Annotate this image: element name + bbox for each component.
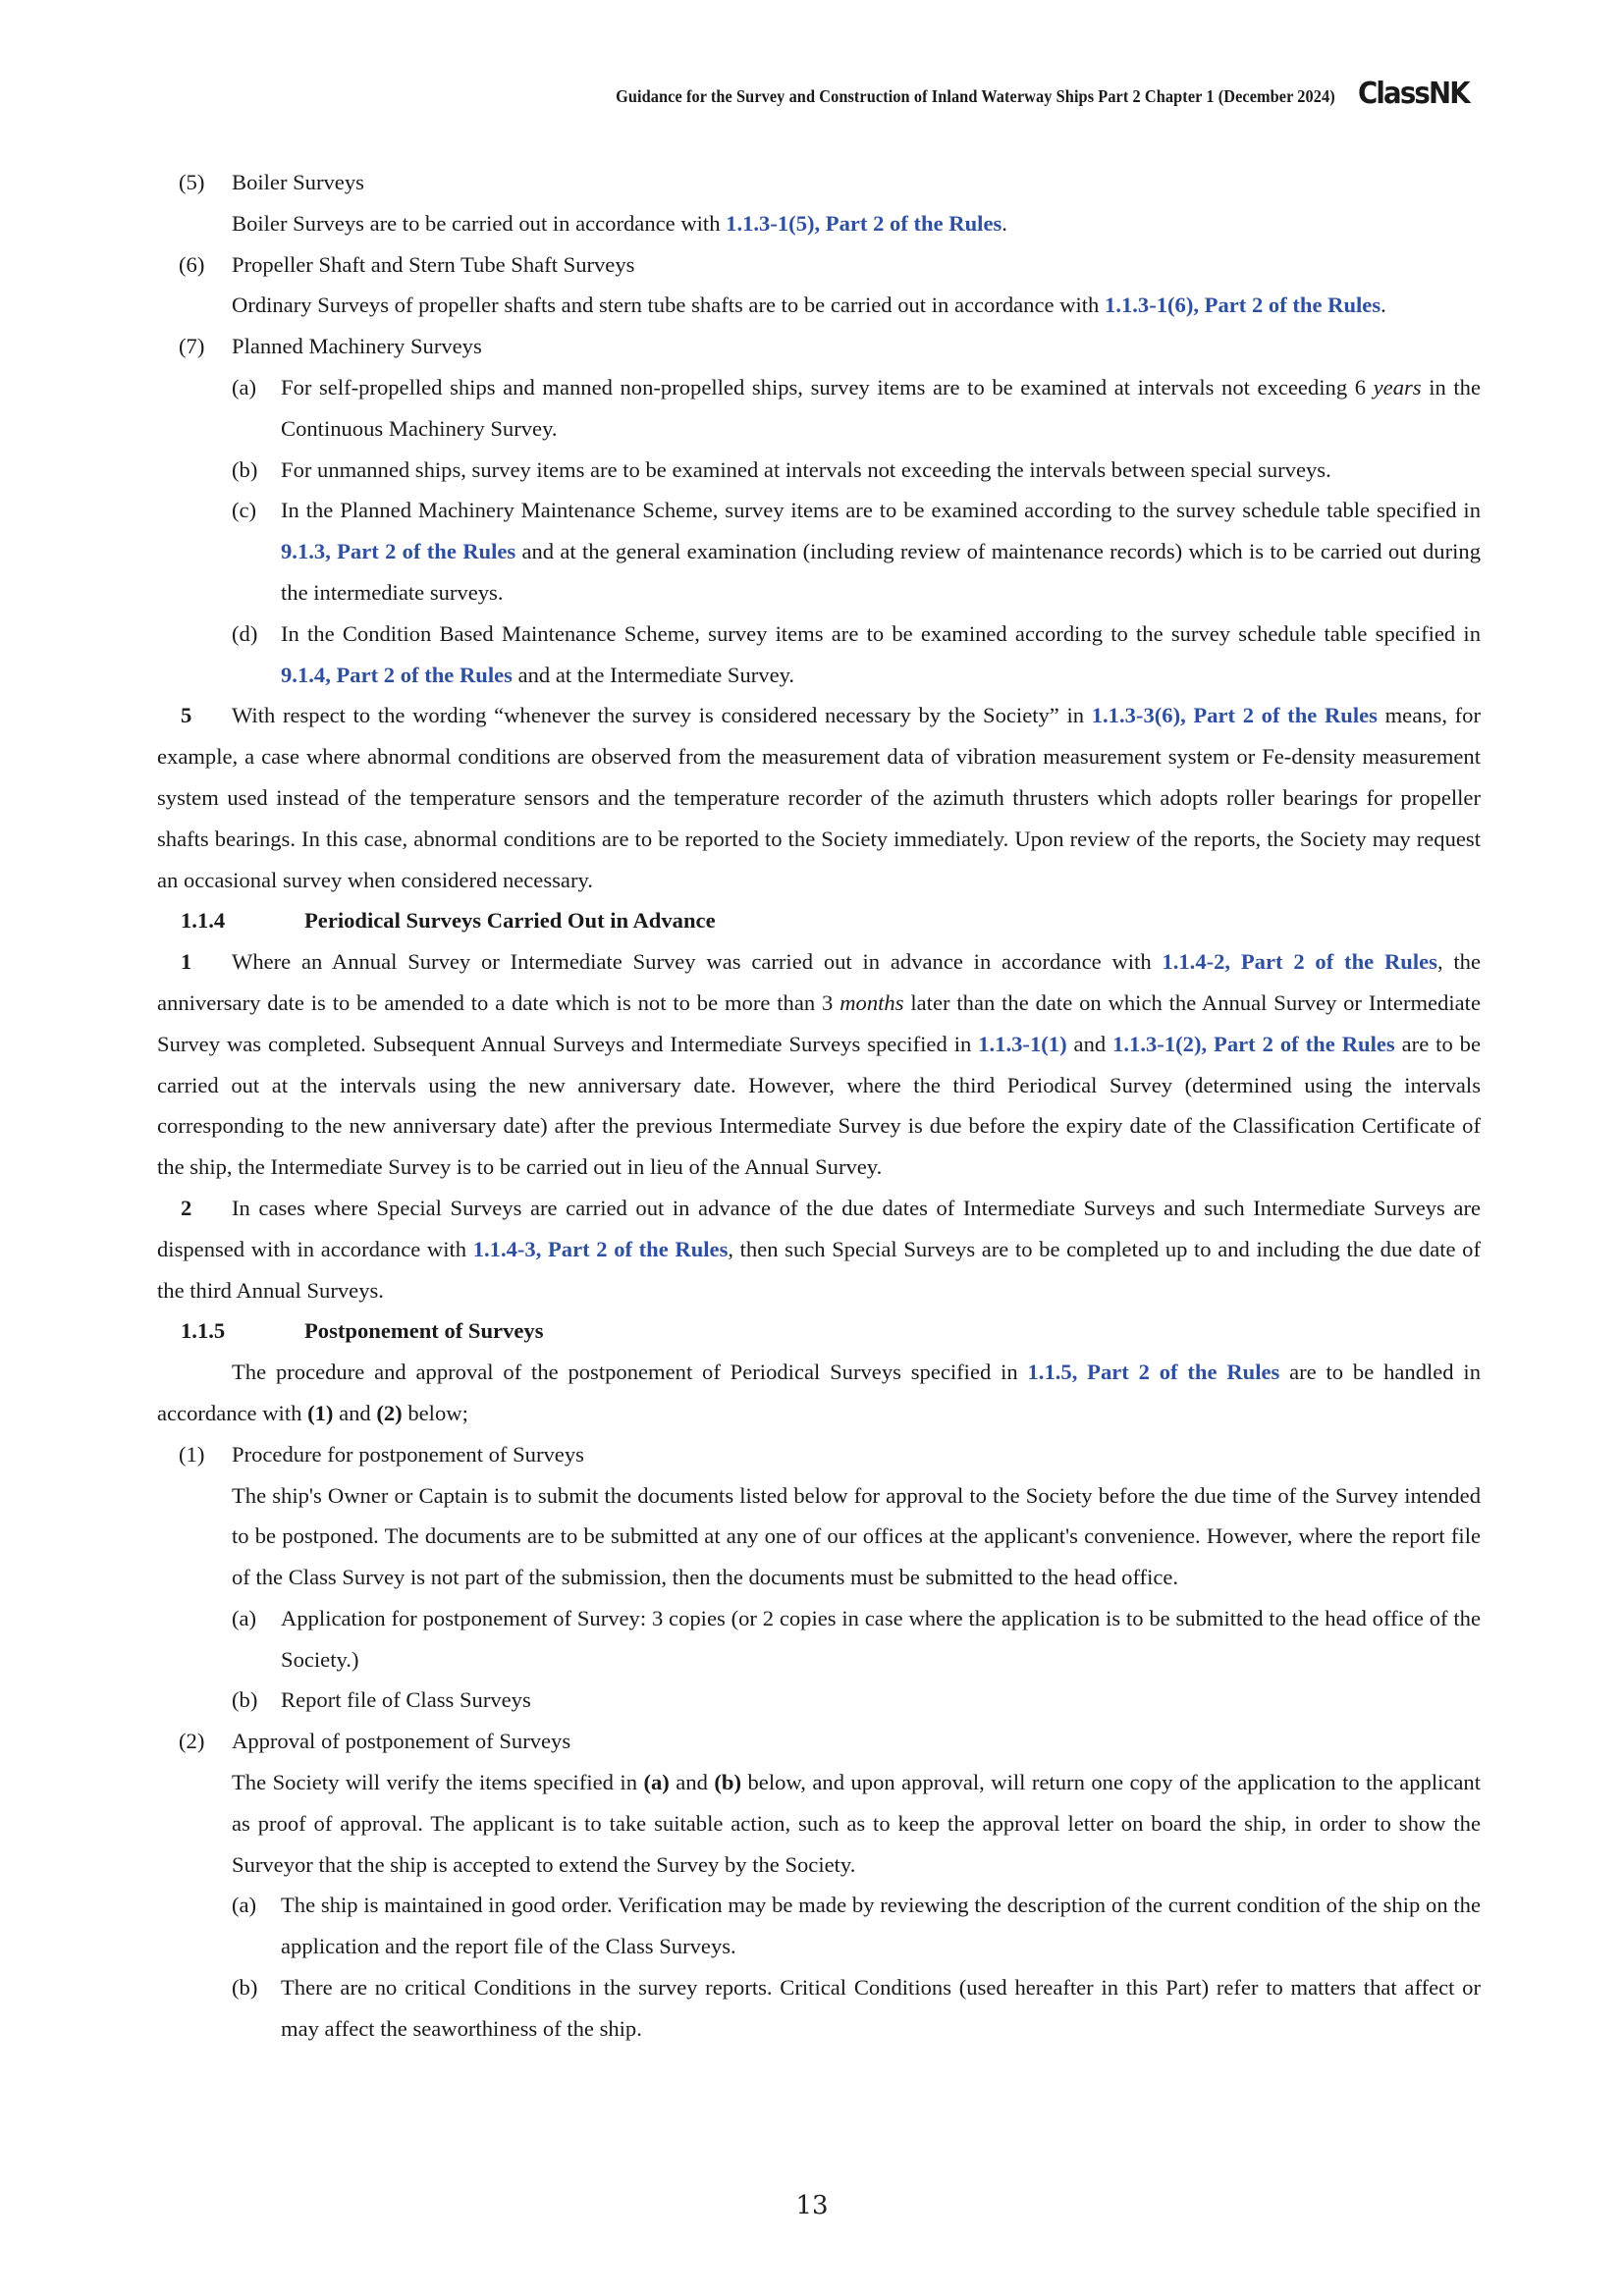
text: and (333, 1400, 377, 1425)
item-2a (157, 1885, 1481, 1967)
text: Report file of Class Surveys (281, 1687, 531, 1713)
bold-reference: (a) (643, 1770, 670, 1795)
rule-reference-link[interactable]: 1.1.3-1(6), Part 2 of the Rules (1105, 293, 1381, 318)
text: There are no critical Conditions in the survey reports. Critical Conditions (used hereafter in this Part) refer to matters that affect or may affect the seaworthiness of the ship. (281, 1975, 1481, 2041)
italic-text: years (1373, 374, 1422, 400)
text: . (1380, 293, 1386, 318)
page-header (0, 75, 1624, 114)
text: For unmanned ships, survey items are to be examined at intervals not exceeding the intervals between special surveys. (281, 456, 1331, 482)
section-heading-1-1-5 (157, 1310, 1481, 1352)
item-1-title (157, 1434, 1481, 1475)
text: later than the date on which the Annual Survey or Intermediate Survey was completed. Subsequent Annual Surveys and Intermediate Surveys specified in (157, 989, 1481, 1056)
section-number: 1.1.5 (181, 1318, 226, 1344)
text: are to be handled in accordance with (157, 1360, 1481, 1425)
item-5-title (157, 162, 1481, 203)
page-number: 13 (795, 2191, 829, 2220)
section-title: Postponement of Surveys (304, 1318, 544, 1344)
item-title: Planned Machinery Surveys (232, 334, 482, 359)
text: The procedure and approval of the postponement of Periodical Surveys specified in (232, 1360, 1028, 1385)
paragraph-number: 5 (181, 703, 192, 728)
rule-reference-link[interactable]: 1.1.3-1(1) (978, 1031, 1067, 1056)
item-6-body (157, 285, 1481, 326)
subitem-letter: (d) (232, 620, 258, 646)
section-title: Periodical Surveys Carried Out in Advance (304, 908, 716, 934)
document-title: Guidance for the Survey and Construction of Inland Waterway Ships Part 2 Chapter 1 (December 2024) (616, 86, 1335, 106)
item-2-title (157, 1721, 1481, 1762)
item-1b (157, 1680, 1481, 1721)
text: Ordinary Surveys of propeller shafts and stern tube shafts are to be carried out in accordance with (232, 293, 1106, 318)
item-7c (157, 490, 1481, 613)
text: With respect to the wording “whenever the survey is considered necessary by the Society” in (232, 703, 1092, 728)
text: In cases where Special Surveys are carried out in advance of the due dates of Intermediate Surveys and such Intermediate Surveys are dispensed with in accordance with (157, 1195, 1481, 1261)
rule-reference-link[interactable]: 1.1.3-1(2), Part 2 of the Rules (1112, 1031, 1395, 1056)
item-2-body (157, 1762, 1481, 1885)
classnk-logo: ClassNK (1358, 77, 1469, 111)
text: , then such Special Surveys are to be completed up to and including the due date of the third Annual Surveys. (157, 1236, 1481, 1303)
subitem-letter: (b) (232, 1687, 258, 1713)
item-title: Boiler Surveys (232, 170, 364, 194)
text: and (669, 1770, 715, 1795)
text: The ship's Owner or Captain is to submit the documents listed below for approval to the Society before the due time of the Survey intended to be postponed. The documents are to be submitted at any one of our offices at the applicant's convenience. However, where the report file of the Class Survey is not part of the submission, then the documents must be submitted to the head office. (232, 1482, 1481, 1590)
item-7d (157, 614, 1481, 696)
subitem-letter: (a) (232, 374, 257, 400)
text: means, for example, a case where abnormal conditions are observed from the measurement data of vibration measurement system or Fe-density measurement system used instead of the temperature sensors and the temperature recorder of the azimuth thrusters which adopts roller bearings for propeller shafts bearings. In this case, abnormal conditions are to be reported to the Society immediately. Upon review of the reports, the Society may request an occasional survey when considered necessary. (157, 703, 1481, 892)
item-1-body (157, 1475, 1481, 1598)
paragraph-1-1-4-2 (157, 1188, 1481, 1310)
rule-reference-link[interactable]: 1.1.4-2, Part 2 of the Rules (1162, 949, 1437, 975)
rule-reference-link[interactable]: 1.1.3-1(5), Part 2 of the Rules (726, 210, 1002, 236)
item-1a (157, 1598, 1481, 1681)
text: and at the general examination (including review of maintenance records) which is to be carried out during the intermediate surveys. (281, 539, 1481, 605)
bold-reference: (2) (376, 1400, 403, 1425)
subitem-letter: (a) (232, 1605, 257, 1630)
text: The ship is maintained in good order. Verification may be made by reviewing the description of the current condition of the ship on the application and the report file of the Class Surveys. (281, 1893, 1481, 1959)
item-number: (7) (179, 334, 205, 359)
rule-reference-link[interactable]: 9.1.4, Part 2 of the Rules (281, 662, 513, 687)
italic-text: months (839, 989, 904, 1015)
text: . (1001, 210, 1007, 236)
text: In the Condition Based Maintenance Scheme, survey items are to be examined according to the survey schedule table specified in (281, 620, 1481, 646)
item-number: (6) (179, 251, 205, 277)
text: below; (402, 1400, 468, 1425)
item-5-body (157, 203, 1481, 244)
text: below, and upon approval, will return one copy of the application to the applicant as proof of approval. The applicant is to take suitable action, such as to keep the approval letter on board the ship, in order to show the Surveyor that the ship is accepted to extend the Survey by the Society. (232, 1770, 1481, 1877)
rule-reference-link[interactable]: 1.1.3-3(6), Part 2 of the Rules (1091, 703, 1378, 728)
rule-reference-link[interactable]: 1.1.5, Part 2 of the Rules (1027, 1360, 1280, 1385)
paragraph-number: 1 (181, 949, 192, 975)
subitem-letter: (b) (232, 1975, 258, 2001)
item-7-title (157, 326, 1481, 367)
item-number: (1) (179, 1441, 205, 1467)
item-title: Procedure for postponement of Surveys (232, 1441, 584, 1467)
section-1-1-5-intro (157, 1352, 1481, 1434)
subitem-letter: (b) (232, 456, 258, 482)
item-number: (5) (179, 170, 205, 194)
item-2b (157, 1967, 1481, 2050)
text: in the Continuous Machinery Survey. (281, 374, 1481, 441)
text: and at the Intermediate Survey. (512, 662, 795, 687)
text: In the Planned Machinery Maintenance Scheme, survey items are to be examined according to the survey schedule table specified in (281, 498, 1481, 523)
bold-reference: (1) (307, 1400, 334, 1425)
rule-reference-link[interactable]: 9.1.3, Part 2 of the Rules (281, 539, 516, 564)
item-7a (157, 367, 1481, 450)
section-heading-1-1-4 (157, 900, 1481, 941)
text: Application for postponement of Survey: 3 copies (or 2 copies in case where the application is to be submitted to the head office of the Society.) (281, 1605, 1481, 1672)
rule-reference-link[interactable]: 1.1.4-3, Part 2 of the Rules (472, 1236, 729, 1261)
item-title: Approval of postponement of Surveys (232, 1729, 571, 1754)
bold-reference: (b) (714, 1770, 742, 1795)
paragraph-number: 2 (181, 1195, 192, 1220)
page-body (157, 162, 1481, 2050)
item-7b (157, 450, 1481, 491)
paragraph-1-1-4-1 (157, 941, 1481, 1188)
subitem-letter: (a) (232, 1893, 257, 1918)
text: are to be carried out at the intervals using the new anniversary date. However, where the third Periodical Survey (determined using the intervals corresponding to the new anniversary date) after the previous Intermediate Survey is due before the expiry date of the Classification Certificate of the ship, the Intermediate Survey is to be carried out in lieu of the Annual Survey. (157, 1031, 1482, 1180)
item-6-title (157, 244, 1481, 286)
text: Boiler Surveys are to be carried out in accordance with (232, 210, 727, 236)
item-number: (2) (179, 1729, 205, 1754)
text: The Society will verify the items specified in (232, 1770, 644, 1795)
item-title: Propeller Shaft and Stern Tube Shaft Surveys (232, 251, 635, 277)
paragraph-5 (157, 695, 1481, 900)
subitem-letter: (c) (232, 498, 257, 523)
text: , the anniversary date is to be amended to a date which is not to be more than 3 (157, 949, 1482, 1015)
text: For self-propelled ships and manned non-propelled ships, survey items are to be examined at intervals not exceeding 6 (281, 374, 1374, 400)
text: and (1066, 1031, 1113, 1056)
section-number: 1.1.4 (181, 908, 226, 934)
text: Where an Annual Survey or Intermediate Survey was carried out in advance in accordance with (232, 949, 1163, 975)
